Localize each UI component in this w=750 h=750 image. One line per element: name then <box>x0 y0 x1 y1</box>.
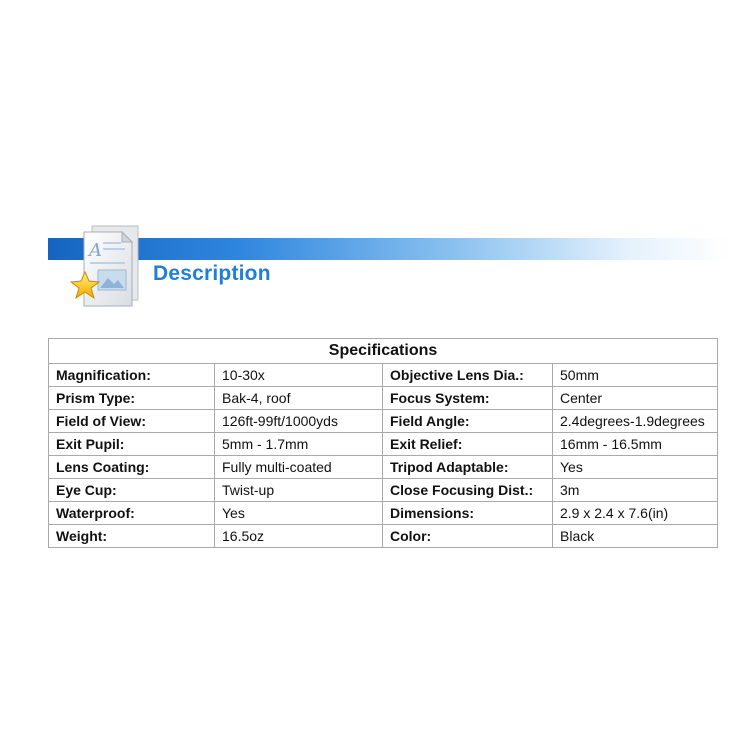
spec-label: Dimensions: <box>383 502 553 525</box>
spec-value: Yes <box>215 502 383 525</box>
spec-value: Black <box>553 525 718 548</box>
table-row <box>49 456 718 479</box>
spec-label: Eye Cup: <box>49 479 215 502</box>
table-row <box>49 502 718 525</box>
spec-value: Fully multi-coated <box>215 456 383 479</box>
spec-label: Field of View: <box>49 410 215 433</box>
spec-value: 10-30x <box>215 364 383 387</box>
svg-text:A: A <box>89 240 102 261</box>
table-row <box>49 479 718 502</box>
spec-value: 50mm <box>553 364 718 387</box>
spec-value: Twist-up <box>215 479 383 502</box>
specifications-title: Specifications <box>49 339 718 364</box>
spec-label: Prism Type: <box>49 387 215 410</box>
spec-label: Exit Relief: <box>383 433 553 456</box>
spec-label: Tripod Adaptable: <box>383 456 553 479</box>
table-row <box>49 364 718 387</box>
spec-label: Focus System: <box>383 387 553 410</box>
table-row <box>49 433 718 456</box>
spec-label: Lens Coating: <box>49 456 215 479</box>
table-row <box>49 387 718 410</box>
table-header-row <box>49 339 718 364</box>
spec-label: Field Angle: <box>383 410 553 433</box>
description-header-band <box>48 238 730 260</box>
spec-value: Bak-4, roof <box>215 387 383 410</box>
spec-label: Objective Lens Dia.: <box>383 364 553 387</box>
spec-value: 3m <box>553 479 718 502</box>
spec-value: 2.4degrees-1.9degrees <box>553 410 718 433</box>
spec-value: 2.9 x 2.4 x 7.6(in) <box>553 502 718 525</box>
spec-value: Center <box>553 387 718 410</box>
spec-value: 126ft-99ft/1000yds <box>215 410 383 433</box>
description-title: Description <box>153 262 271 285</box>
spec-label: Weight: <box>49 525 215 548</box>
spec-label: Exit Pupil: <box>49 433 215 456</box>
specifications-table <box>48 338 718 548</box>
spec-value: 5mm - 1.7mm <box>215 433 383 456</box>
spec-label: Waterproof: <box>49 502 215 525</box>
spec-value: 16mm - 16.5mm <box>553 433 718 456</box>
spec-value: 16.5oz <box>215 525 383 548</box>
spec-label: Magnification: <box>49 364 215 387</box>
spec-label: Color: <box>383 525 553 548</box>
table-row <box>49 525 718 548</box>
spec-label: Close Focusing Dist.: <box>383 479 553 502</box>
spec-value: Yes <box>553 456 718 479</box>
document-star-icon <box>70 220 150 310</box>
table-row <box>49 410 718 433</box>
